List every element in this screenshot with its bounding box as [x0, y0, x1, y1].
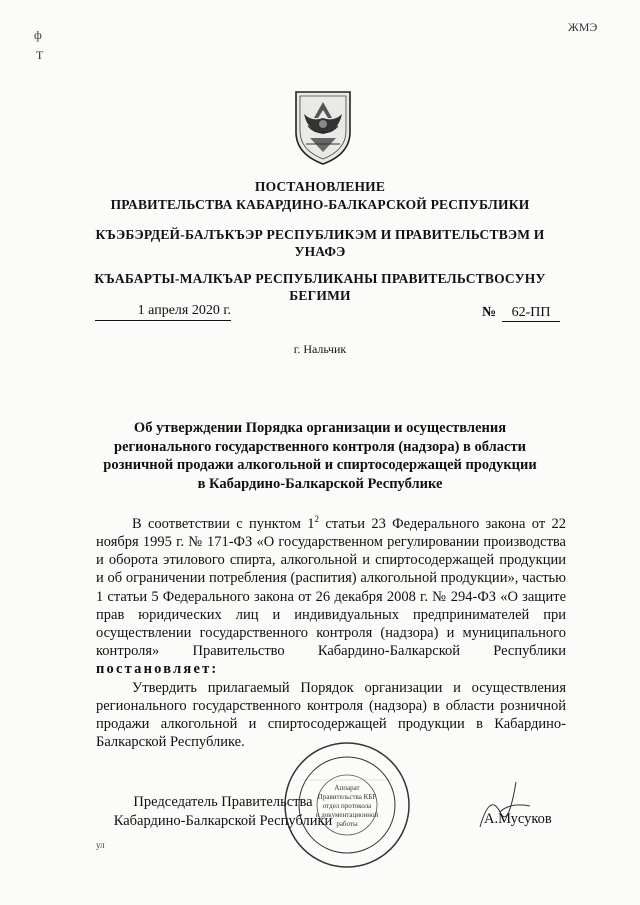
preamble-text: статьи 23 Федерального закона от 22 ноября 1995 г. № 171-ФЗ «О государственном регулировании производства и оборота этилового спирта, алкогольной и спиртосодержащей продукции и об ограничении потребления (распития) алкогольной продукции», частью 1 статьи 5 Федерального закона от 26 декабря 2008 г. № 294-ФЗ «О защите прав юридических лиц и индивидуальных предпринимателей при осуществлении государственного контроля (надзора) и муниципального контроля» Правительство Кабардино-Балкарской Республики — [96, 515, 566, 660]
seal-text: Аппарат — [334, 784, 360, 792]
preamble-paragraph — [96, 510, 566, 679]
resolves-keyword: постановляет: — [96, 661, 219, 678]
balkar-heading: КЪАБАРТЫ-МАЛКЪАР РЕСПУБЛИКАНЫ ПРАВИТЕЛЬСТВОСУНУ — [94, 271, 546, 286]
document-body — [96, 510, 566, 751]
title-line: в Кабардино-Балкарской Республике — [197, 475, 443, 492]
resolution-paragraph: Утвердить прилагаемый Порядок организации и осуществления регионального государственного контроля (надзора) в области розничной продажи алкогольной и спиртосодержащей продукции в Кабардино-Балкарской Республике. — [96, 679, 566, 751]
number-sign: № — [482, 305, 497, 320]
document-number — [482, 305, 560, 322]
title-line: розничной продажи алкогольной и спиртосодержащей продукции — [103, 457, 537, 473]
coat-of-arms-icon — [292, 88, 354, 166]
doc-type-heading: ПОСТАНОВЛЕНИЕ — [254, 179, 386, 194]
title-line: регионального государственного контроля (надзора) в области — [114, 438, 526, 455]
handwritten-mark: ф — [34, 28, 42, 42]
position-line: Председатель Правительства — [133, 794, 313, 810]
document-date: 1 апреля 2020 г. — [95, 303, 231, 321]
kabardian-heading: КЪЭБЭРДЕЙ-БАЛЪКЪЭР РЕСПУБЛИКЭМ И ПРАВИТЕЛЬСТВЭМ И — [95, 227, 545, 242]
handwritten-mark: ЖМЭ — [568, 20, 598, 34]
title-line: Об утверждении Порядка организации и осуществления — [133, 420, 507, 436]
signatory-name: А.Мусуков — [484, 811, 552, 827]
document-title — [0, 419, 640, 493]
handwritten-mark: Т — [36, 48, 44, 62]
number-value: 62-ПП — [502, 305, 560, 322]
seal-text: Правительства КБР — [317, 793, 377, 801]
government-heading: ПРАВИТЕЛЬСТВА КАБАРДИНО-БАЛКАРСКОЙ РЕСПУБЛИКИ — [110, 197, 530, 212]
handwritten-mark: ул — [96, 840, 105, 850]
kabardian-heading-cont: УНАФЭ — [294, 244, 346, 259]
position-line: Кабардино-Балкарской Республики — [113, 812, 333, 829]
signatory-position — [93, 793, 353, 830]
footnote-superscript: 2 — [314, 514, 319, 524]
seal-text: работы — [336, 820, 358, 828]
preamble-text: В соответствии с пунктом 1 — [132, 515, 315, 532]
city-label: г. Нальчик — [293, 342, 347, 356]
balkar-heading-cont: БЕГИМИ — [289, 288, 351, 303]
seal-text: отдел протокола — [322, 802, 372, 810]
seal-text: и документационной — [315, 811, 379, 819]
